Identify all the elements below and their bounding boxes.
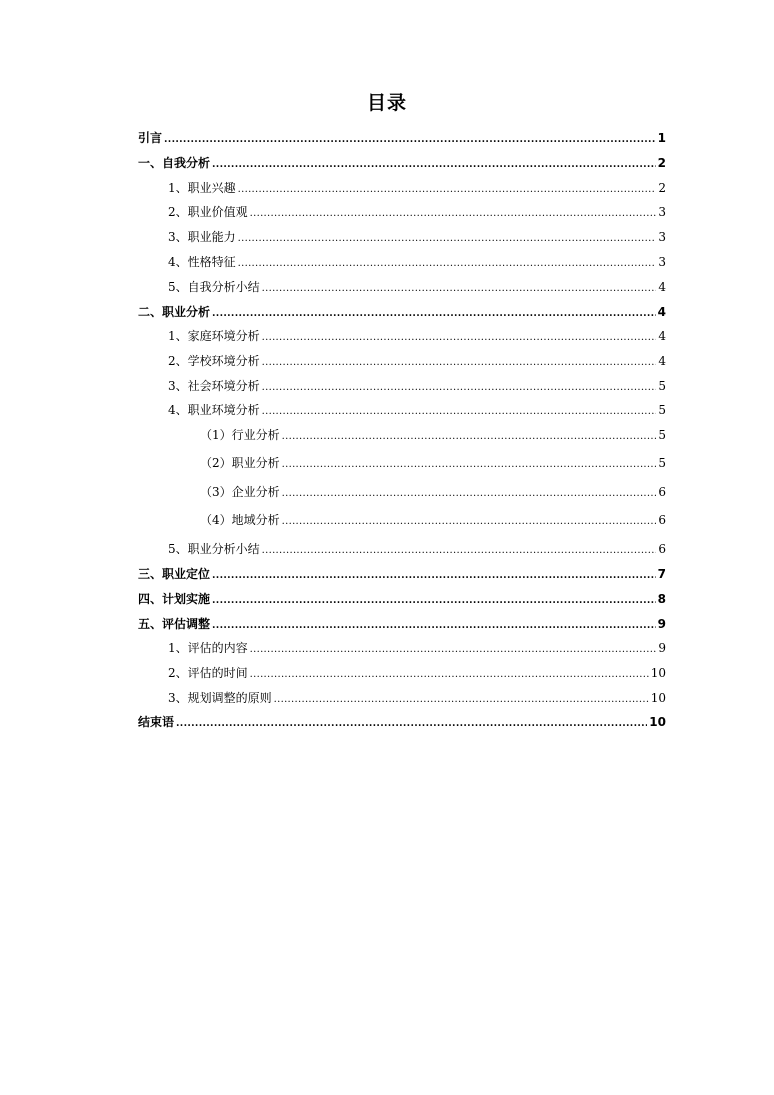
- toc-leader: [212, 591, 656, 609]
- toc-entry-label: （3）企业分析: [200, 485, 280, 499]
- toc-entry-label: 1、职业兴趣: [168, 181, 236, 195]
- toc-entry-page: 2: [658, 181, 666, 195]
- toc-entry-label: 1、评估的内容: [168, 641, 248, 655]
- toc-entry[interactable]: [168, 541, 666, 559]
- toc-entry-label: 5、职业分析小结: [168, 542, 260, 556]
- toc-leader: [176, 714, 647, 732]
- toc-entry-label: 五、评估调整: [138, 617, 211, 631]
- toc-entry[interactable]: [138, 616, 666, 634]
- toc-entry[interactable]: [138, 714, 666, 732]
- toc-entry[interactable]: [168, 279, 666, 297]
- toc-entry[interactable]: [200, 455, 666, 473]
- toc-entry-label: 1、家庭环境分析: [168, 329, 260, 343]
- toc-leader: [282, 455, 657, 473]
- toc-leader: [262, 402, 657, 420]
- toc-entry[interactable]: [168, 353, 666, 371]
- toc-entry-page: 5: [658, 428, 666, 442]
- toc-entry-label: 二、职业分析: [138, 305, 211, 319]
- toc-entry-page: 5: [658, 379, 666, 393]
- toc-leader: [282, 512, 657, 530]
- toc-entry-label: 一、自我分析: [138, 156, 211, 170]
- toc-entry[interactable]: [138, 130, 666, 148]
- toc-leader: [250, 204, 657, 222]
- toc-entry-label: 3、规划调整的原则: [168, 691, 272, 705]
- toc-entry-page: 6: [658, 485, 666, 499]
- toc-entry-label: 3、职业能力: [168, 230, 236, 244]
- toc-leader: [282, 427, 657, 445]
- toc-leader: [212, 566, 656, 584]
- toc-entry[interactable]: [168, 328, 666, 346]
- toc-leader: [262, 353, 657, 371]
- toc-entry-page: 3: [658, 255, 666, 269]
- toc-entry-page: 6: [658, 542, 666, 556]
- toc-entry[interactable]: [138, 591, 666, 609]
- toc-leader: [262, 279, 657, 297]
- toc-entry-label: （4）地域分析: [200, 513, 280, 527]
- toc-entry-label: （2）职业分析: [200, 456, 280, 470]
- toc-entry-page: 10: [649, 715, 666, 729]
- toc-entry[interactable]: [168, 254, 666, 272]
- toc-entry-page: 3: [658, 205, 666, 219]
- toc-entry-label: 四、计划实施: [138, 592, 211, 606]
- toc-entry-label: 2、评估的时间: [168, 666, 248, 680]
- toc-leader: [164, 130, 656, 148]
- toc-entry-label: 4、性格特征: [168, 255, 236, 269]
- toc-entry-label: 引言: [138, 131, 163, 145]
- toc-entry-page: 8: [657, 592, 666, 606]
- toc-entry-page: 4: [658, 280, 666, 294]
- toc-entry[interactable]: [168, 690, 666, 708]
- toc-leader: [238, 254, 657, 272]
- toc-entry-page: 9: [657, 617, 666, 631]
- toc-entry-page: 10: [650, 666, 666, 680]
- toc-entry[interactable]: [168, 665, 666, 683]
- toc-leader: [212, 155, 656, 173]
- toc-leader: [282, 484, 657, 502]
- toc-entry[interactable]: [168, 378, 666, 396]
- toc-entry-label: 结束语: [138, 715, 175, 729]
- toc-entry-page: 4: [657, 305, 666, 319]
- toc-leader: [238, 229, 657, 247]
- toc-entry-page: 1: [657, 131, 666, 145]
- toc-entry-page: 6: [658, 513, 666, 527]
- toc-entry[interactable]: [200, 427, 666, 445]
- toc-entry-label: 4、职业环境分析: [168, 403, 260, 417]
- toc-title: 目录: [366, 92, 407, 114]
- toc-entry[interactable]: [200, 512, 666, 530]
- toc-entry[interactable]: [138, 566, 666, 584]
- toc-entry-page: 2: [657, 156, 666, 170]
- toc-entry[interactable]: [168, 229, 666, 247]
- toc-leader: [250, 640, 657, 658]
- toc-entry-page: 9: [658, 641, 666, 655]
- toc-entry-label: 2、学校环境分析: [168, 354, 260, 368]
- toc-entry-page: 5: [658, 403, 666, 417]
- toc-leader: [238, 180, 657, 198]
- toc-entry[interactable]: [168, 180, 666, 198]
- toc-entry-label: （1）行业分析: [200, 428, 280, 442]
- toc-entry[interactable]: [168, 640, 666, 658]
- toc-entry-page: 4: [658, 354, 666, 368]
- toc-leader: [262, 378, 657, 396]
- toc-leader: [262, 541, 657, 559]
- toc-leader: [250, 665, 649, 683]
- toc-entry-page: 7: [657, 567, 666, 581]
- toc-entry-label: 3、社会环境分析: [168, 379, 260, 393]
- toc-leader: [262, 328, 657, 346]
- toc-entry[interactable]: [200, 484, 666, 502]
- toc-entry[interactable]: [138, 155, 666, 173]
- toc-leader: [212, 304, 656, 322]
- toc-leader: [274, 690, 649, 708]
- toc-entry-label: 5、自我分析小结: [168, 280, 260, 294]
- toc-leader: [212, 616, 656, 634]
- toc-entry-label: 2、职业价值观: [168, 205, 248, 219]
- toc-entry-page: 10: [650, 691, 666, 705]
- toc-entry[interactable]: [168, 402, 666, 420]
- toc-entry-page: 4: [658, 329, 666, 343]
- toc-entry[interactable]: [168, 204, 666, 222]
- toc-entry-page: 3: [658, 230, 666, 244]
- toc-entry-page: 5: [658, 456, 666, 470]
- toc-entry-label: 三、职业定位: [138, 567, 211, 581]
- toc-entry[interactable]: [138, 304, 666, 322]
